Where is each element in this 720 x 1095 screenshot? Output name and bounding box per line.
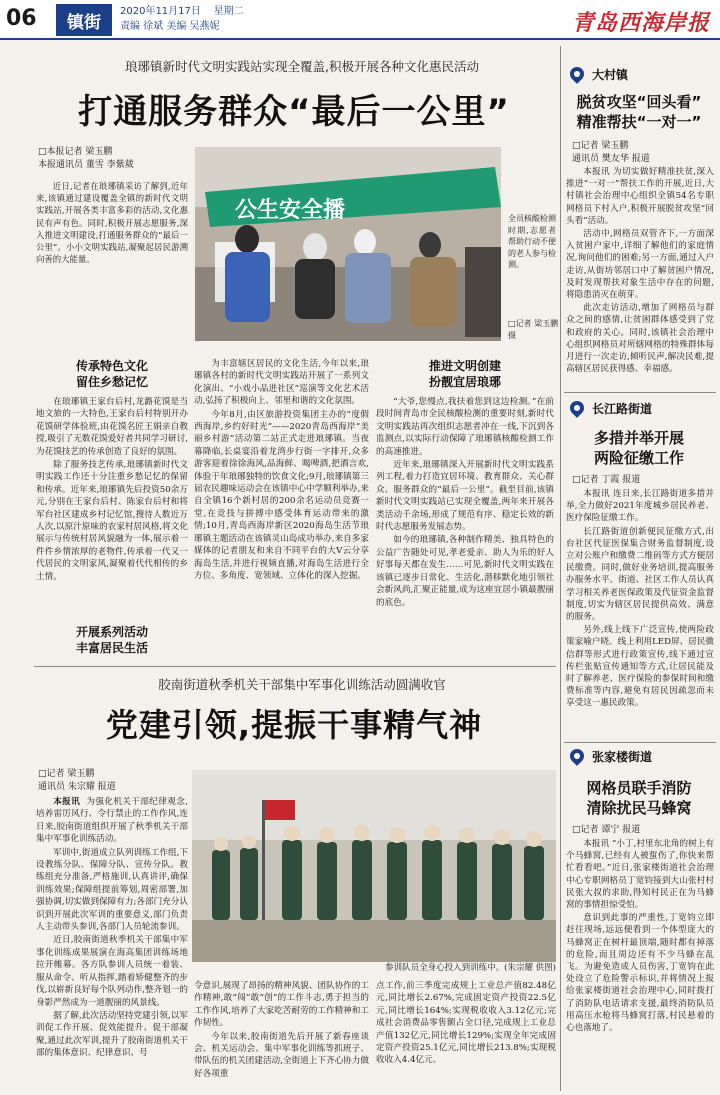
story2-subtitle: 胶南街道秋季机关干部集中军事化训练活动圆满收官 [158,677,446,692]
story1-photo-credit: □记者 梁玉鹏 摄 [508,319,559,340]
story2-col1: 本报讯 为强化机关干部纪律观念,培养雷厉风行、令行禁止的工作作风,连日来,胶南街道组织开展了秋季机关干部集中军事化训练活动。 军训中,街道成立队列训练工作组,下设教练分队、保障分队、宣传分队。教练组充分准备,严格施训,认真讲评,确保训练效果;保障组提前筹划,周密部署,加强协调,切实做到保障有力;各部门充分认识到开展此次军训的重要意义,部门负责人主动带头参训,各部门人员轮流参训。 近日,胶南街道秋季机关干部集中军事化训练成果展演在海高集团训练场地拉开帷幕。各方队参训人员统一着装、服从命令、听从指挥,踏着矫健整齐的步伐,以崭新良好每个队列动作,整齐划一的身影严然成为一道靓丽的风景线。 据了解,此次活动坚持党建引领,以军训促工作开展、促效能提升、促干部凝聚,通过此次军训,提升了胶南街道机关干部的集体意识、纪律意识、号 [36,797,188,1059]
story2-title: 党建引领,提振干事精气神 [105,706,483,744]
paper-logo: 青岛西海岸报 [571,10,710,36]
page-number: 06 [6,6,37,31]
story1-section2-title: 开展系列活动 丰富居民生活 [75,625,148,655]
right-tag-dacun: 大村镇 [570,64,710,84]
location-pin-icon [567,746,587,766]
right-story3-title: 网格员联手消防 清除扰民马蜂窝 [586,779,692,817]
right-tag-zhangjialou: 张家楼街道 [570,746,710,766]
location-pin-icon [567,398,587,418]
right-story1-byline: □记者 梁玉鹏 通讯员 樊友华 报道 [572,141,650,164]
right-story1-title: 脱贫攻坚“回头看” 精准帮扶“一对一” [576,93,702,131]
story1-subtitle: 琅琊镇新时代文明实践站实现全覆盖,积极开展各种文化惠民活动 [125,59,479,74]
story1-col1: 在琅琊镇王家台后村,龙潞花馍是当地文旅的一大特色,王家台后村特别开办花馍研学体验班,由花馍名匠王娟亲自教授,吸引了无数花馍爱好者共同学习研讨,为花馍技艺的传承创造了良好的氛围。 除了服务技艺传承,琅琊镇新时代文明实践工作还十分注重乡愁记忆的保留和传承。近年来,琅琊镇先后投资50余万元,分别在王家台后村、陈家台后村和将军台社区建成乡村记忆馆,搜待人数近万人次,以原汁原味的农家村居风格,将文化展示与传统村居风貌融为一体,展示着一件件乡情浓厚的老物件,传承着一代又一代居民的文明家风,凝聚着代代相传的乡土情。 [36,397,188,582]
story1-section3-title: 推进文明创建 扮靓宜居琅琊 [428,359,501,389]
story1-col2: 为丰富辖区居民的文化生活,今年以来,琅琊镇各村的新时代文明实践站开展了一系列文化演出、“小戏小品进社区”巡演等文化艺术活动,弘扬了积极向上、邻里和谐的文化氛围。 今年8月,由区旅游投资集团主办的“度假西海岸,乡约好时光”——2020青岛西海岸“美丽乡村游”活动第二站正式走进琅琊镇。当夜幕降临,长桌宴沿着龙湾步行街一字排开,众多游客迎着徐徐海风,品海鲜、喝啤酒,把酒言欢,体验干年琅琊独特的饮食文化;9月,琅琊镇第三届农民趣味运动会在该镇中心中学顺利举办,来自全镇16个新村居的200余名运动员竞赛一堂,在竞技与拼搏中感受体育运动带来的激情;10月,青岛西海岸新区2020海岛生活节琅琊镇主题活动在该镇灵山岛成功举办,来自多家媒体的记者朋友和来自不同平台的大V云分享海岛生活,并进行视频直播,对海岛生活进行全方位、多角度、宽领域、立体化的深入挖掘。 [194,359,369,581]
photo-banner-text: 公生安全播 [235,198,346,223]
story1-col3: “大爷,您慢点,我扶着您到这边检测。”在前段时间青岛市全民核酸检测的重要时刻,新时代文明实践站再次组织志愿者冲在一线,下沉到各监测点,以实际行动保障了琅琊镇核酸检测工作的高速推进。 近年来,琅琊镇深入开展新时代文明实践系列工程,着力打造宜居环境、教育群众、关心群众、服务群众的“最后一公里”。截至目前,该镇新时代文明实践站已实现全覆盖,两年来开展各类活动千余场,形成了规范有序、稳定长效的新时代志愿服务发展态势。 如今的琅琊镇,各种制作精美、独具特色的公益广告随处可见,孝老爱亲、助人为乐的好人好事每天都在发生……可见,新时代文明实践在该镇已逐步日常化、生活化,潜移默化地引领社会新风尚,汇聚正能量,成为这座宜居小镇最靓丽的底色。 [376,397,554,608]
story2-col2: 令意识,展现了昂扬的精神风貌、团队协作的工作精神,敢“闯”敢“创”的工作斗志,勇于担当的工作作风,培养了大家吃苦耐劳的工作精神和工作韧性。 今年以来,胶南街道先后开展了新春座谈会、机关运动会、集中军事化训练等抓班子、带队伍的机关团建活动,全街道上下齐心协力做好各项重 [194,981,369,1079]
story-divider [34,666,556,667]
story2-photo [192,770,556,962]
column-divider [560,46,561,1091]
right-tag-changjianglu: 长江路街道 [570,398,710,418]
right-divider-1 [564,392,716,393]
story2-col3: 点工作,前三季度完成规上工业总产值82.48亿元,同比增长2.67%,完成固定资产投资22.5亿元,同比增长164%;实现税收收入3.12亿元;完成社会消费品零售额占全口径,完成规上工业总产值132亿元,同比增长129%;实现全年完成固定资产投资25.1亿元,同比增长213.8%;实现税收收入4.4亿元。 [376,981,556,1066]
story1-byline: □本报记者 梁玉鹏 本报通讯员 董雪 李紫葳 [38,147,134,170]
story1-photo-caption: 全员核酸检测时期,志愿者帮助行动不便的老人参与检测。 [508,214,556,269]
story1-title: 打通服务群众“最后一公里” [78,92,510,132]
editor-credits: 责编 徐斌 美编 吴燕妮 [120,21,220,32]
right-story1-body: 本报讯 为切实做好精准扶贫,深入推进“一对一”帮扶工作的开展,近日,大村镇社会治理中心组织全镇54名专职网格员下村入户,积极开展脱贫攻坚“回头看”活动。 活动中,网格员双管齐下,一方面深入贫困户家中,详细了解他们的家庭情况,询问他们的困难;另一方面,通过入户走访,从街坊邻居口中了解贫困户情况,及时发现帮扶对象生活中存在的问题,将隐患消灭在萌芽。 此次走访活动,增加了网格员与群众之间的感情,让贫困群体感受到了党和政府的关心。同时,该镇社会治理中心组织网格员对所辖网格的特殊群体每月进行一次走访,倾听民声,解决民难,提高辖区居民获得感、幸福感。 [566,167,714,375]
right-story3-byline: □记者 谭宁 报道 [572,825,641,835]
story1-section1-title: 传承特色文化 留住乡愁记忆 [75,359,148,389]
right-story2-title: 多措并举开展 两险征缴工作 [593,429,684,467]
story1-photo [195,147,501,341]
right-story2-byline: □记者 丁霞 报道 [572,475,641,485]
section-label: 镇街 [56,4,112,36]
right-divider-2 [564,742,716,743]
story1-lead: 近日,记者在琅琊镇采访了解到,近年来,该镇通过建设覆盖全镇的新时代文明实践站,开展各类丰富多彩的活动,文化惠民有声有色。同时,积极开展志愿服务,深入推进文明建设,打通服务群众的“最后一公里”。小小文明实践站,凝聚起居民游溯向善的大能量。 [36,181,188,265]
story2-photo-caption: 参训队员全身心投入到训练中。(朱宗耀 供图) [385,963,556,973]
right-story3-body: 本报讯 “小丁,村里东北角的树上有个马蜂窝,已经有人被蜇伤了,你快来帮忙看看吧。”近日,张家楼街道社会治理中心专职网格员丁宽钧接到大山张村村民张大叔的求助,得知村民正在为马蜂窝的事情担惊受怕。 意识到此事的严重性,丁宽钧立即赶往现场,远远便看到一个体型庞大的马蜂窝正在树杆最顶端,随时都有掉落的危险,而且周边还有不少马蜂在乱飞。为避免造成人员伤害,丁宽钧在此处设立了危险警示标识,并将情况上报给张家楼街道社会治理中心,同时拨打了消防队电话请求支援,最终消防队员用高压水枪将马蜂窝打落,村民悬着的心也落地了。 [566,839,714,1034]
location-pin-icon [567,64,587,84]
issue-date: 2020年11月17日 星期二 [120,6,244,17]
story2-byline: □记者 梁玉鹏 通讯员 朱宗耀 报道 [38,769,116,792]
right-story2-body: 本报讯 连日来,长江路街道多措并举,全力做好2021年度城乡居民养老、医疗保险征缴工作。 长江路街道创新便民征缴方式,出台社区代征医保集合财务监督制度,设立对公账户和缴费二维码等方式方便居民缴费。同时,做好业务培训,提高服务办服务水平。街道、社区工作人员认真学习相关养老医保政策及代征资金监督制度,切实为辖区居民提供高效、满意的服务。 另外,线上线下广泛宣传,使两险政策家喻户晓。线上利用LED屏、居民微信群等形式进行政策宣传,线下通过宣传栏张贴宣传通知等方式,让居民能及时了解养老、医疗保险的参保时间和缴费标准等内容,避免有居民因疏忽而未享受这一惠民政策。 [566,489,714,709]
